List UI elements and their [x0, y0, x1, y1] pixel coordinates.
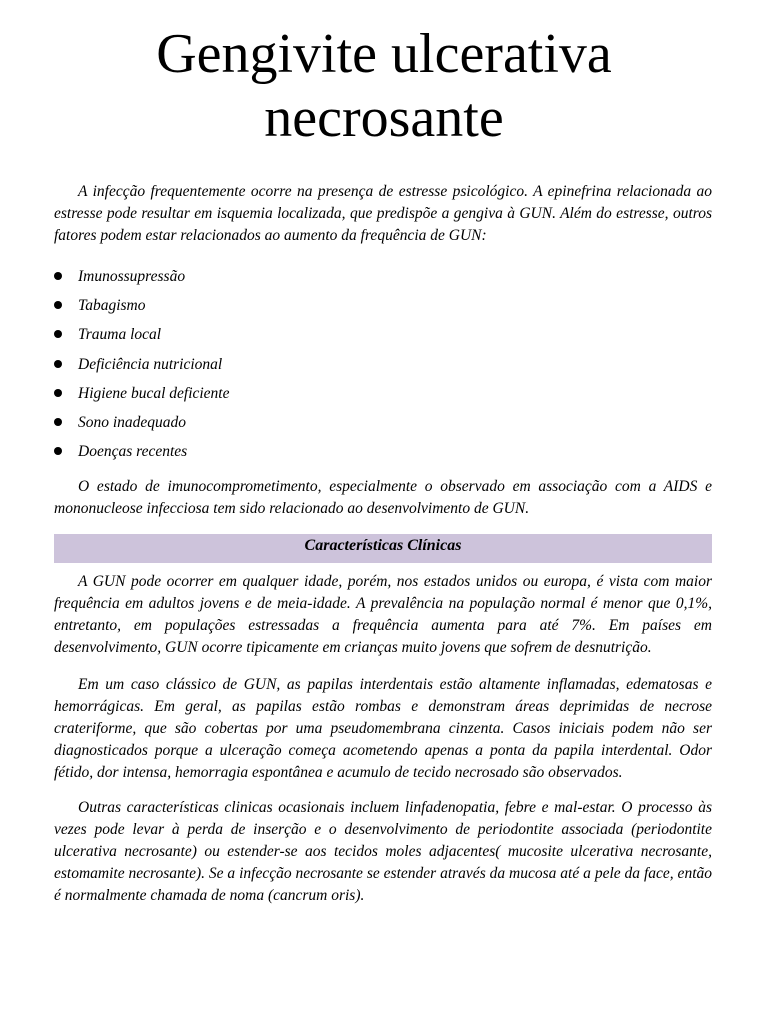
list-item: [54, 291, 654, 320]
bullet-icon: [54, 360, 62, 368]
bullet-icon: [54, 389, 62, 397]
immunocompromise-paragraph: O estado de imunocomprometimento, especialmente o observado em associação com a AIDS e mononucleose infecciosa tem sido relacionado ao desenvolvimento de GUN.: [54, 478, 712, 517]
page-title: [0, 22, 768, 150]
list-item-text: Trauma local: [78, 326, 162, 344]
section-heading: Características Clínicas: [54, 534, 712, 563]
clinical-paragraph-1: A GUN pode ocorrer em qualquer idade, porém, nos estados unidos ou europa, é vista com maior frequência em adultos jovens e de meia-idade. A prevalência na população normal é menor que 0,1%, entretanto, em populações estressadas a frequência aumenta para até 7%. Em países em desenvolvimento, GUN ocorre tipicamente em crianças muito jovens que sofrem de desnutrição.: [54, 573, 712, 656]
intro-paragraph: A infecção frequentemente ocorre na presença de estresse psicológico. A epinefrina relacionada ao estresse pode resultar em isquemia localizada, que predispõe a gengiva à GUN. Além do estresse, outros fatores podem estar relacionados ao aumento da frequência de GUN:: [54, 183, 712, 244]
bullet-icon: [54, 447, 62, 455]
list-item: [54, 408, 654, 437]
bullet-icon: [54, 330, 62, 338]
bullet-icon: [54, 272, 62, 280]
list-item-text: Imunossupressão: [78, 268, 186, 285]
bullet-icon: [54, 418, 62, 426]
clinical-paragraph-3: Outras características clinicas ocasionais incluem linfadenopatia, febre e mal-estar. O processo às vezes pode levar à perda de inserção e o desenvolvimento de periodontite associada (periodontite ulcerativa necrosante) ou estender-se aos tecidos moles adjacentes( mucosite ulcerativa necrosante, estomamite necrosante). Se a infecção necrosante se estender através da mucosa até a pele da face, então é normalmente chamada de noma (cancrum oris).: [54, 799, 712, 904]
list-item-text: Tabagismo: [78, 297, 146, 315]
list-item-text: Sono inadequado: [78, 413, 187, 431]
title-line-2: necrosante: [264, 87, 504, 149]
clinical-paragraph-2: Em um caso clássico de GUN, as papilas interdentais estão altamente inflamadas, edematosas e hemorrágicas. Em geral, as papilas estão rombas e demonstram áreas deprimidas de necrose crateriforme, que são cobertas por uma pseudomembrana cinzenta. Casos iniciais podem não ser diagnosticados porque a ulceração começa acometendo apenas a ponta da papila interdental. Odor fétido, dor intensa, hemorragia espontânea e acumulo de tecido necrosado são observados.: [54, 676, 712, 781]
list-item: [54, 350, 654, 379]
risk-factor-list: [54, 262, 654, 466]
list-item: [54, 262, 654, 291]
list-item-text: Higiene bucal deficiente: [78, 384, 230, 402]
title-line-1: Gengivite ulcerativa: [156, 23, 612, 85]
list-item: [54, 437, 654, 466]
bullet-icon: [54, 301, 62, 309]
list-item-text: Deficiência nutricional: [78, 355, 223, 373]
list-item-text: Doenças recentes: [78, 443, 188, 461]
list-item: [54, 320, 654, 349]
list-item: [54, 379, 654, 408]
